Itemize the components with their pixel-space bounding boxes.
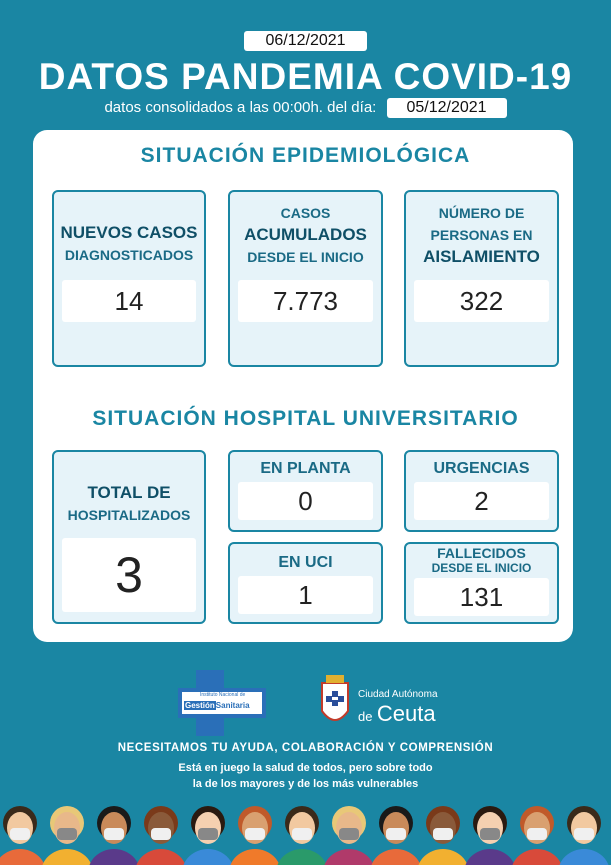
- masked-people-icon: [0, 795, 611, 865]
- isolation-label-1: NÚMERO DE: [438, 205, 525, 221]
- emergency-label: URGENCIAS: [433, 460, 530, 477]
- ceuta-line2: de: [358, 709, 373, 724]
- subtitle-row: [0, 98, 611, 118]
- page-title: DATOS PANDEMIA COVID-19: [38, 56, 573, 97]
- new-cases-label-1: NUEVOS CASOS: [60, 223, 198, 242]
- total-hospitalized-value: 3: [62, 538, 196, 612]
- new-cases-card: [52, 190, 206, 367]
- accumulated-value: 7.773: [238, 280, 373, 322]
- new-cases-value: 14: [62, 280, 196, 322]
- isolation-label-2: PERSONAS EN: [430, 227, 533, 243]
- ward-label: EN PLANTA: [260, 460, 351, 477]
- ceuta-logo: [316, 673, 451, 733]
- total-hospitalized-label-1: TOTAL DE: [87, 483, 171, 502]
- report-date: 06/12/2021: [244, 31, 367, 51]
- deaths-card: [404, 542, 559, 624]
- deaths-label-1: FALLECIDOS: [437, 545, 526, 561]
- people-illustration: [0, 795, 611, 865]
- subtitle-text: datos consolidados a las 00:00h. del día:: [104, 98, 377, 116]
- emergency-card: [404, 450, 559, 532]
- ingesa-line1: Instituto Nacional de: [200, 692, 246, 698]
- ceuta-city: Ceuta: [376, 701, 436, 726]
- icu-value: 1: [238, 576, 373, 614]
- accumulated-cases-card: [228, 190, 383, 367]
- total-hospitalized-label-2: HOSPITALIZADOS: [67, 507, 191, 523]
- accumulated-label-2: ACUMULADOS: [244, 225, 367, 244]
- ingesa-logo: [178, 670, 266, 736]
- isolation-value: 322: [414, 280, 549, 322]
- isolation-label-3: AISLAMIENTO: [423, 247, 540, 266]
- footer-line2: Está en juego la salud de todos, pero sobre todo: [178, 762, 433, 774]
- ward-card: [228, 450, 383, 532]
- consolidated-date: 05/12/2021: [387, 98, 507, 118]
- accumulated-label-1: CASOS: [280, 205, 331, 221]
- icu-card: [228, 542, 383, 624]
- footer-line1: NECESITAMOS TU AYUDA, COLABORACIÓN Y COMPRENSIÓN: [117, 742, 494, 754]
- deaths-value: 131: [414, 578, 549, 616]
- ceuta-shield-icon: [316, 673, 354, 731]
- icu-label: EN UCI: [278, 554, 333, 571]
- ingesa-word1: Gestión: [185, 701, 215, 710]
- deaths-label-2: DESDE EL INICIO: [431, 561, 532, 575]
- isolation-card: [404, 190, 559, 367]
- ingesa-word2: Sanitaria: [215, 701, 250, 710]
- emergency-value: 2: [414, 482, 549, 520]
- footer-line3: la de los mayores y de los más vulnerables: [192, 778, 419, 790]
- ingesa-words: [184, 701, 250, 710]
- total-hospitalized-card: [52, 450, 206, 624]
- epidemio-title: SITUACIÓN EPIDEMIOLÓGICA: [140, 144, 471, 167]
- ceuta-line1: Ciudad Autónoma: [358, 689, 438, 700]
- hospital-title: SITUACIÓN HOSPITAL UNIVERSITARIO: [92, 407, 519, 430]
- new-cases-label-2: DIAGNOSTICADOS: [64, 247, 194, 263]
- ward-value: 0: [238, 482, 373, 520]
- accumulated-label-3: DESDE EL INICIO: [247, 249, 364, 265]
- ceuta-name: [358, 701, 436, 727]
